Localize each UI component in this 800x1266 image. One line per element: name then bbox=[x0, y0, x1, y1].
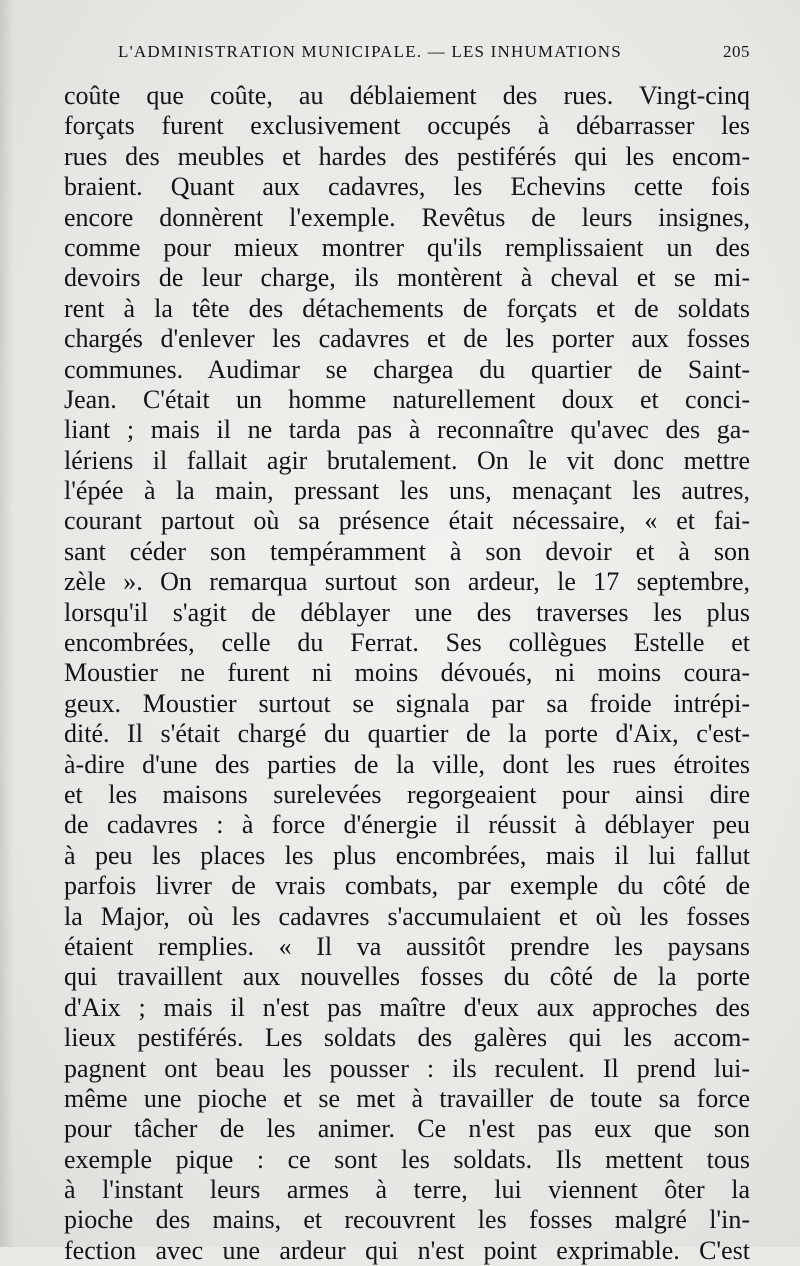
text-line: braient. Quant aux cadavres, les Echevins cette fois bbox=[64, 172, 750, 202]
text-line: dité. Il s'était chargé du quartier de la porte d'Aix, c'est- bbox=[64, 719, 750, 749]
text-line: comme pour mieux montrer qu'ils remplissaient un des bbox=[64, 232, 750, 262]
text-line: liant ; mais il ne tarda pas à reconnaître qu'avec des ga- bbox=[64, 415, 750, 445]
text-line: et les maisons surelevées regorgeaient pour ainsi dire bbox=[64, 779, 750, 809]
text-line: pagnent ont beau les pousser : ils reculent. Il prend lui- bbox=[64, 1053, 750, 1083]
text-line: communes. Audimar se chargea du quartier de Saint- bbox=[64, 354, 750, 384]
text-line: sant céder son tempéramment à son devoir et à son bbox=[64, 536, 750, 566]
text-line: parfois livrer de vrais combats, par exemple du côté de bbox=[64, 871, 750, 901]
text-line: lorsqu'il s'agit de déblayer une des traverses les plus bbox=[64, 597, 750, 627]
text-line: courant partout où sa présence était nécessaire, « et fai- bbox=[64, 506, 750, 536]
text-line: fection avec une ardeur qui n'est point exprimable. C'est bbox=[64, 1235, 750, 1265]
text-line: Jean. C'était un homme naturellement doux et conci- bbox=[64, 384, 750, 414]
text-line: à l'instant leurs armes à terre, lui viennent ôter la bbox=[64, 1175, 750, 1205]
text-line: lieux pestiférés. Les soldats des galères qui les accom- bbox=[64, 1023, 750, 1053]
text-line: pioche des mains, et recouvrent les fosses malgré l'in- bbox=[64, 1205, 750, 1235]
text-line: encore donnèrent l'exemple. Revêtus de leurs insignes, bbox=[64, 202, 750, 232]
page-header bbox=[118, 37, 750, 67]
text-line: à peu les places les plus encombrées, mais il lui fallut bbox=[64, 840, 750, 870]
text-line: rent à la tête des détachements de forçats et de soldats bbox=[64, 293, 750, 323]
text-line: Moustier ne furent ni moins dévoués, ni moins coura- bbox=[64, 658, 750, 688]
text-line: lériens il fallait agir brutalement. On le vit donc mettre bbox=[64, 445, 750, 475]
text-line: encombrées, celle du Ferrat. Ses collègues Estelle et bbox=[64, 628, 750, 658]
running-head: L'ADMINISTRATION MUNICIPALE. — LES INHUMATIONS bbox=[118, 42, 622, 61]
text-line: rues des meubles et hardes des pestiférés qui les encom- bbox=[64, 141, 750, 171]
text-line: à-dire d'une des parties de la ville, dont les rues étroites bbox=[64, 749, 750, 779]
text-line: de cadavres : à force d'énergie il réussit à déblayer peu bbox=[64, 810, 750, 840]
text-line: qui travaillent aux nouvelles fosses du côté de la porte bbox=[64, 962, 750, 992]
text-line: exemple pique : ce sont les soldats. Ils mettent tous bbox=[64, 1144, 750, 1174]
text-line: même une pioche et se met à travailler de toute sa force bbox=[64, 1083, 750, 1113]
body-text bbox=[64, 81, 750, 1266]
text-line: geux. Moustier surtout se signala par sa froide intrépi- bbox=[64, 688, 750, 718]
text-line: devoirs de leur charge, ils montèrent à cheval et se mi- bbox=[64, 263, 750, 293]
text-line: étaient remplies. « Il va aussitôt prendre les paysans bbox=[64, 931, 750, 961]
text-line: la Major, où les cadavres s'accumulaient et où les fosses bbox=[64, 901, 750, 931]
text-line: chargés d'enlever les cadavres et de les porter aux fosses bbox=[64, 324, 750, 354]
text-line: forçats furent exclusivement occupés à débarrasser les bbox=[64, 111, 750, 141]
text-line: pour tâcher de les animer. Ce n'est pas eux que son bbox=[64, 1114, 750, 1144]
text-line: coûte que coûte, au déblaiement des rues. Vingt-cinq bbox=[64, 81, 750, 110]
text-line: zèle ». On remarqua surtout son ardeur, le 17 septembre, bbox=[64, 567, 750, 597]
page-number: 205 bbox=[723, 42, 750, 61]
text-line: l'épée à la main, pressant les uns, menaçant les autres, bbox=[64, 476, 750, 506]
text-line: d'Aix ; mais il n'est pas maître d'eux aux approches des bbox=[64, 992, 750, 1022]
